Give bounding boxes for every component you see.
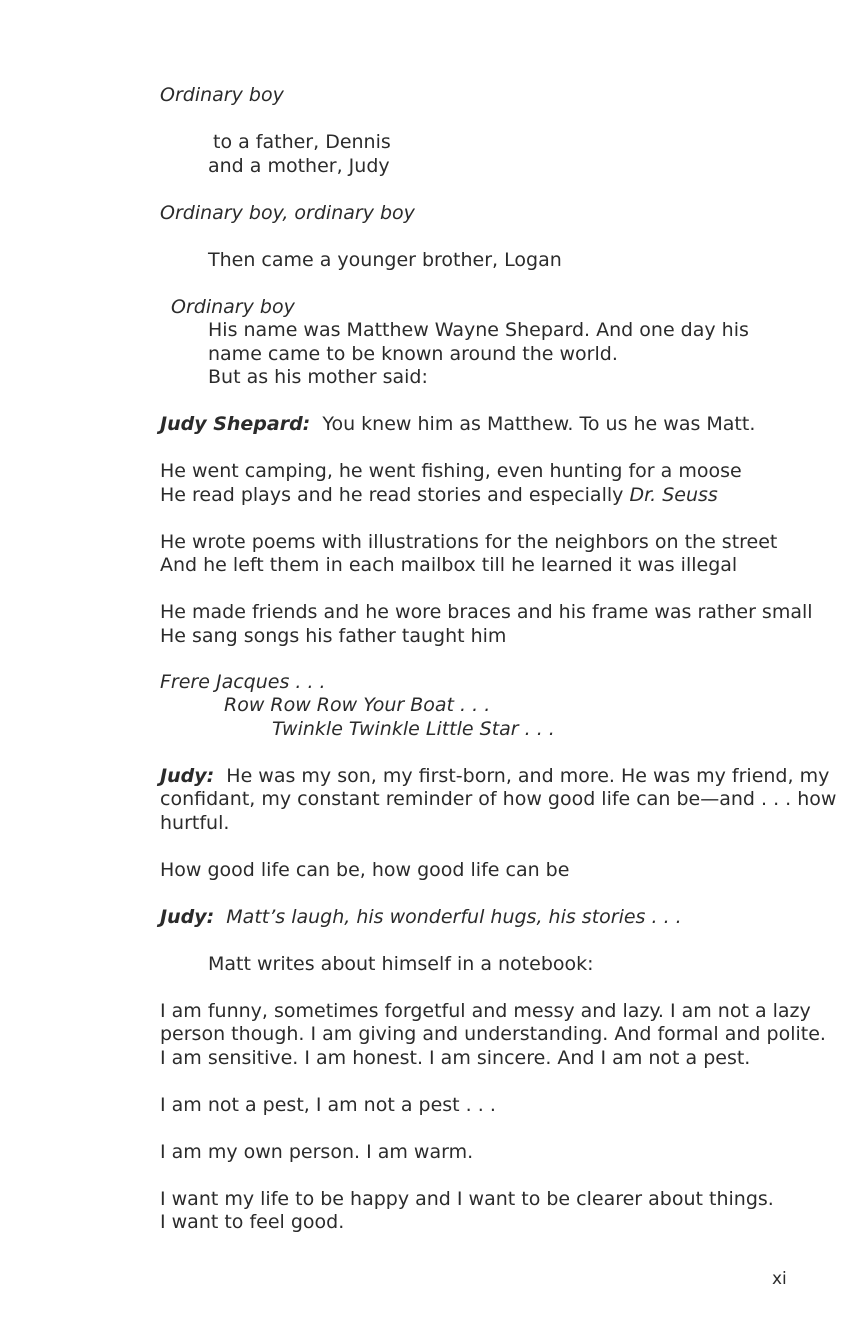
lyric-line [160,484,718,507]
lyric-line: Then came a younger brother, Logan [208,249,562,271]
book-title: Dr. Seuss [629,484,718,506]
lyric-line: I want to feel good. [160,1211,345,1233]
dialogue-text: You knew him as Matthew. To us he was Matt. [322,413,756,435]
lyric-line: to a father, Dennis [213,131,391,153]
speaker-name: Judy: [160,906,215,928]
speaker-name: Judy: [160,765,215,787]
song-title-line: Frere Jacques . . . [160,671,326,693]
lyric-line: I am not a pest, I am not a pest . . . [160,1094,496,1116]
dialogue-line [160,906,682,929]
lyric-line: And he left them in each mailbox till he learned it was illegal [160,554,738,576]
lyric-line: I want my life to be happy and I want to be clearer about things. [160,1188,774,1210]
page-number: xi [772,1269,787,1289]
lyric-line: He wrote poems with illustrations for the neighbors on the street [160,531,778,553]
dialogue-text: He was my son, my first-born, and more. He was my friend, my [226,765,830,787]
speaker-name: Judy Shepard: [160,413,311,435]
lyric-line: Ordinary boy [171,296,295,318]
dialogue-line: hurtful. [160,812,230,834]
dialogue-line [160,413,755,436]
lyric-line: I am sensitive. I am honest. I am sincere. And I am not a pest. [160,1047,751,1069]
lyric-line: Ordinary boy, ordinary boy [160,202,415,224]
lyric-line: Ordinary boy [160,84,284,106]
dialogue-text: Matt’s laugh, his wonderful hugs, his stories . . . [226,906,682,928]
dialogue-line: confidant, my constant reminder of how good life can be—and . . . how [160,788,837,810]
lyric-line: But as his mother said: [208,366,428,388]
lyric-line: His name was Matthew Wayne Shepard. And one day his [208,319,749,341]
lyric-line: He made friends and he wore braces and his frame was rather small [160,601,813,623]
lyric-line: name came to be known around the world. [208,343,618,365]
lyric-line: How good life can be, how good life can be [160,859,570,881]
dialogue-line [160,765,829,788]
lyric-line: person though. I am giving and understanding. And formal and polite. [160,1023,826,1045]
lyric-line: Matt writes about himself in a notebook: [208,953,594,975]
lyric-line: I am my own person. I am warm. [160,1141,474,1163]
lyric-line: He sang songs his father taught him [160,625,507,647]
lyric-text: He read plays and he read stories and especially [160,484,624,506]
lyric-line: I am funny, sometimes forgetful and messy and lazy. I am not a lazy [160,1000,811,1022]
lyric-line: and a mother, Judy [208,155,390,177]
song-title-line: Row Row Row Your Boat . . . [224,694,491,716]
song-title-line: Twinkle Twinkle Little Star . . . [272,718,555,740]
lyric-line: He went camping, he went fishing, even hunting for a moose [160,460,742,482]
